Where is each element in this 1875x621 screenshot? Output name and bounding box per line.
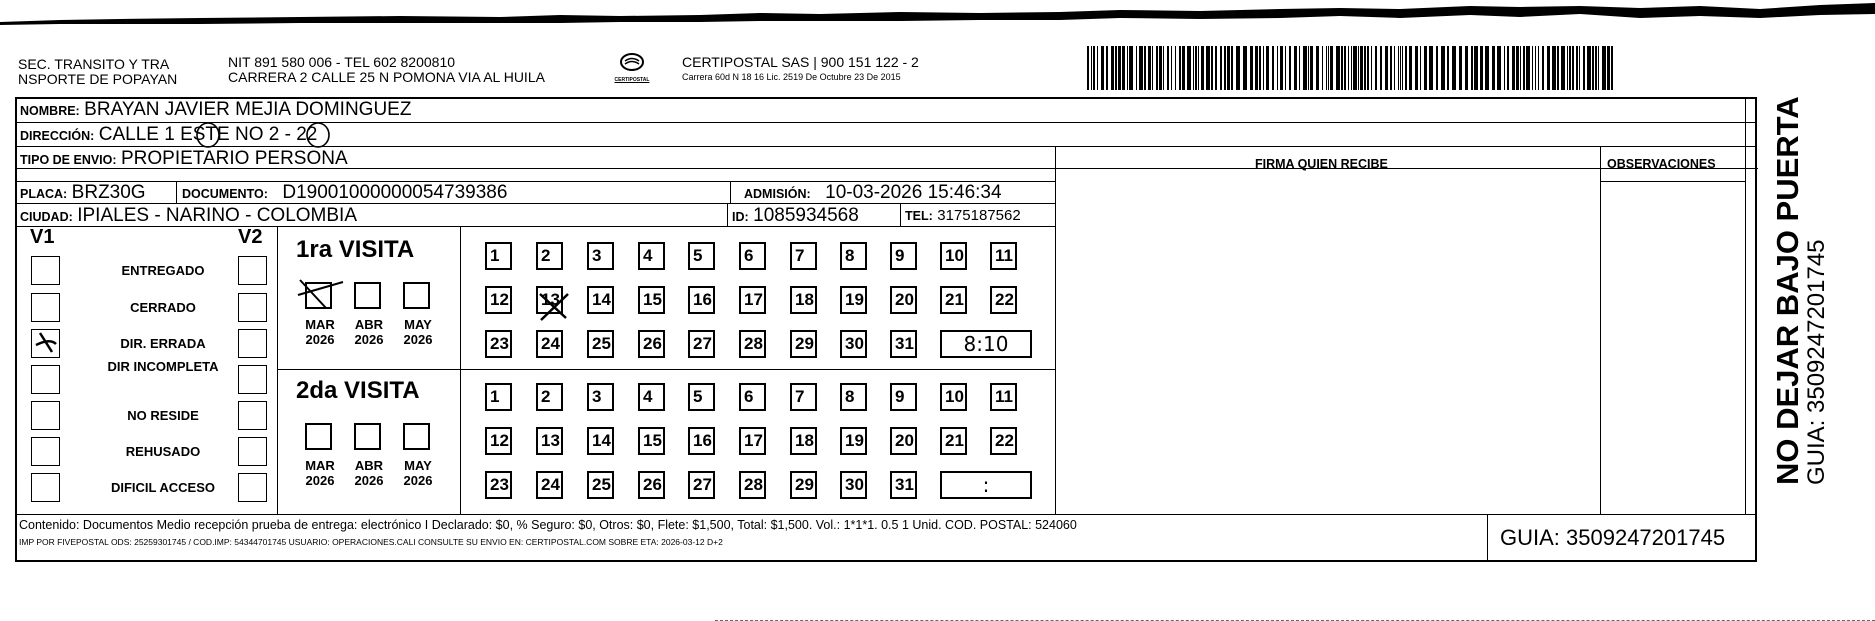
barcode-bar <box>1542 46 1544 90</box>
barcode-bar <box>1447 46 1449 90</box>
barcode-bar <box>1485 46 1489 90</box>
status-v2-checkbox[interactable] <box>238 473 267 502</box>
direccion-label: DIRECCIÓN: <box>20 129 95 143</box>
month-year: 2026 <box>354 332 384 347</box>
imp-text: IMP POR FIVEPOSTAL ODS: 25259301745 / COD.IMP: 54344701745 USUARIO: OPERACIONES.CALI CONSULTE SU ENVIO EN: CERTIPOSTAL.COM SOBRE ETA: 2026-03-12 D+2 <box>19 537 723 547</box>
barcode-bar <box>1206 46 1210 90</box>
tipo-label: TIPO DE ENVIO: <box>20 153 117 167</box>
barcode-bar <box>1572 46 1574 90</box>
barcode-bar <box>1459 46 1462 90</box>
barcode-bar <box>1452 46 1456 90</box>
first-visit-day-19[interactable]: 19 <box>840 286 867 314</box>
month-name: MAR <box>305 317 335 332</box>
documento-label: DOCUMENTO: <box>182 187 268 201</box>
id-label: ID: <box>732 210 749 224</box>
status-v2-checkbox[interactable] <box>238 401 267 430</box>
first-visit-day-8[interactable]: 8 <box>840 242 867 270</box>
first-visit-day-15[interactable]: 15 <box>638 286 665 314</box>
month-year: 2026 <box>403 332 433 347</box>
firma-header: FIRMA QUIEN RECIBE <box>1255 157 1388 171</box>
first-visit-day-31[interactable]: 31 <box>890 330 917 358</box>
barcode-bar <box>1353 46 1357 90</box>
second-visit-day-17[interactable]: 17 <box>739 427 766 455</box>
second-visit-month-label <box>346 458 392 488</box>
barcode-bar <box>1330 46 1333 90</box>
direccion-value: CALLE 1 ESTE NO 2 - 22 <box>98 124 318 145</box>
barcode-bar <box>1344 46 1346 90</box>
status-v1-checkbox[interactable] <box>31 365 60 394</box>
no-dejar-warning: NO DEJAR BAJO PUERTA <box>1770 96 1805 485</box>
month-year: 2026 <box>354 473 384 488</box>
first-visit-month-checkbox-abr[interactable] <box>354 282 381 309</box>
status-v1-checkbox[interactable] <box>31 329 60 358</box>
barcode-bar <box>1465 46 1468 90</box>
status-v2-checkbox[interactable] <box>238 293 267 322</box>
barcode-bar <box>1322 46 1323 90</box>
second-visit-day-24[interactable]: 24 <box>536 471 563 499</box>
sender-line-2: NSPORTE DE POPAYAN <box>18 71 178 87</box>
first-visit-title: 1ra VISITA <box>296 236 415 263</box>
barcode-bar <box>1316 46 1319 90</box>
barcode-bar <box>1429 46 1433 90</box>
barcode-bar <box>1474 46 1478 90</box>
barcode-bar <box>1351 46 1352 90</box>
first-visit-day-4[interactable]: 4 <box>638 242 665 270</box>
barcode-bar <box>1097 46 1098 90</box>
second-visit-day-9[interactable]: 9 <box>890 383 917 411</box>
month-name: MAY <box>404 458 432 473</box>
barcode-bar <box>1303 46 1307 90</box>
barcode-bar <box>1182 46 1185 90</box>
first-visit-day-23[interactable]: 23 <box>485 330 512 358</box>
second-visit-day-19[interactable]: 19 <box>840 427 867 455</box>
barcode-bar <box>1224 46 1226 90</box>
barcode-bar <box>1289 46 1291 90</box>
barcode-bar <box>1266 46 1269 90</box>
second-visit-day-12[interactable]: 12 <box>485 427 512 455</box>
barcode-bar <box>1280 46 1283 90</box>
second-visit-day-2[interactable]: 2 <box>536 383 563 411</box>
barcode-bar <box>1497 46 1501 90</box>
barcode-bar <box>1409 46 1412 90</box>
month-year: 2026 <box>305 332 335 347</box>
barcode-bar <box>1358 46 1359 90</box>
month-year: 2026 <box>305 473 335 488</box>
status-label-3: DIR. ERRADA <box>120 336 206 351</box>
second-visit-day-1[interactable]: 1 <box>485 383 512 411</box>
barcode-bar <box>1285 46 1286 90</box>
tipo-value: PROPIETARIO PERSONA <box>121 148 348 169</box>
barcode-bar <box>1263 46 1264 90</box>
barcode-bar <box>1129 46 1133 90</box>
barcode-bar <box>1101 46 1104 90</box>
first-visit-day-9[interactable]: 9 <box>890 242 917 270</box>
barcode-bar <box>1127 46 1128 90</box>
second-visit-month-checkbox-mar[interactable] <box>305 423 332 450</box>
second-visit-day-3[interactable]: 3 <box>587 383 614 411</box>
barcode-bar <box>1402 46 1403 90</box>
sender-block <box>18 57 177 87</box>
second-visit-day-26[interactable]: 26 <box>638 471 665 499</box>
barcode-bar <box>1093 46 1095 90</box>
second-visit-day-11[interactable]: 11 <box>990 383 1017 411</box>
first-visit-month-label <box>297 317 343 347</box>
second-visit-time[interactable]: : <box>940 471 1032 499</box>
id-value: 1085934568 <box>753 205 859 226</box>
footer-guia: GUIA: 3509247201745 <box>1500 525 1726 550</box>
first-visit-month-label <box>395 317 441 347</box>
first-visit-day-12[interactable]: 12 <box>485 286 512 314</box>
first-visit-day-7[interactable]: 7 <box>790 242 817 270</box>
barcode-bar <box>1390 46 1392 90</box>
barcode-bar <box>1250 46 1253 90</box>
admision-label: ADMISIÓN: <box>744 187 811 201</box>
tipo-row <box>20 148 348 170</box>
second-visit-day-22[interactable]: 22 <box>990 427 1017 455</box>
first-visit-day-16[interactable]: 16 <box>688 286 715 314</box>
status-label-2: CERRADO <box>130 300 196 315</box>
status-v1-checkbox[interactable] <box>31 401 60 430</box>
barcode-bar <box>1201 46 1204 90</box>
barcode-bar <box>1441 46 1445 90</box>
barcode-bar <box>1547 46 1550 90</box>
month-name: MAY <box>404 317 432 332</box>
barcode-bar <box>1587 46 1591 90</box>
barcode-bar <box>1504 46 1505 90</box>
side-text <box>1772 96 1830 485</box>
month-name: ABR <box>354 317 384 332</box>
barcode-bar <box>1236 46 1240 90</box>
barcode-bar <box>1259 46 1261 90</box>
barcode-bar <box>1607 46 1610 90</box>
barcode-bar <box>1118 46 1121 90</box>
barcode-bar <box>1144 46 1146 90</box>
first-visit-day-30[interactable]: 30 <box>840 330 867 358</box>
barcode-bar <box>1516 46 1519 90</box>
month-year: 2026 <box>403 473 433 488</box>
barcode-bar <box>1415 46 1418 90</box>
barcode-bar <box>1371 46 1372 90</box>
status-label-5: NO RESIDE <box>127 408 199 423</box>
barcode-bar <box>1520 46 1521 90</box>
first-visit-day-28[interactable]: 28 <box>739 330 766 358</box>
first-visit-time[interactable]: 8:10 <box>940 330 1032 358</box>
barcode-bar <box>1424 46 1427 90</box>
barcode-bar <box>1299 46 1300 90</box>
nombre-value: BRAYAN JAVIER MEJIA DOMINGUEZ <box>84 99 412 120</box>
barcode-bar <box>1602 46 1606 90</box>
barcode-bar <box>1576 46 1578 90</box>
barcode-bar <box>1507 46 1509 90</box>
barcode-bar <box>1111 46 1114 90</box>
barcode-bar <box>1538 46 1539 90</box>
barcode-bar <box>1552 46 1556 90</box>
nombre-label: NOMBRE: <box>20 104 80 118</box>
barcode-bar <box>1159 46 1162 90</box>
barcode-bar <box>1171 46 1172 90</box>
barcode-bar <box>1215 46 1217 90</box>
contenido-text: Contenido: Documentos Medio recepción prueba de entrega: electrónico I Declarado: $0, % Seguro: $0, Otros: $0, Flete: $1,500, Total: $1,500. Vol.: 1*1*1. 0.5 1 Unid. COD. POSTAL: 524060 <box>19 518 1077 532</box>
barcode-bar <box>1512 46 1515 90</box>
barcode-bar <box>1480 46 1483 90</box>
barcode-bar <box>1471 46 1473 90</box>
barcode-bar <box>1091 46 1092 90</box>
barcode-bar <box>1277 46 1278 90</box>
placa-value: BRZ30G <box>71 182 146 203</box>
documento-value: D19001000000054739386 <box>282 182 508 203</box>
nombre-row <box>20 99 411 121</box>
barcode-bar <box>1380 46 1382 90</box>
barcode-bar <box>1148 46 1151 90</box>
barcode-bar <box>1592 46 1594 90</box>
barcode-bar <box>1375 46 1377 90</box>
barcode-bar <box>1243 46 1247 90</box>
second-visit-day-10[interactable]: 10 <box>940 383 967 411</box>
barcode-bar <box>1341 46 1343 90</box>
barcode-bar <box>1569 46 1571 90</box>
barcode-bar <box>1152 46 1153 90</box>
barcode-bar <box>1523 46 1525 90</box>
first-visit-day-11[interactable]: 11 <box>990 242 1017 270</box>
second-visit-month-label <box>297 458 343 488</box>
certipostal-logo <box>607 52 657 83</box>
ciudad-label: CIUDAD: <box>20 210 73 224</box>
first-visit-day-13[interactable]: 13 <box>536 286 563 314</box>
torn-edge <box>0 0 1875 30</box>
first-visit-day-3[interactable]: 3 <box>587 242 614 270</box>
second-visit-day-28[interactable]: 28 <box>739 471 766 499</box>
barcode-bar <box>1598 46 1599 90</box>
first-visit-day-24[interactable]: 24 <box>536 330 563 358</box>
barcode-bar <box>1526 46 1530 90</box>
barcode-bar <box>1611 46 1613 90</box>
second-visit-day-20[interactable]: 20 <box>890 427 917 455</box>
barcode-bar <box>1175 46 1176 90</box>
barcode-bar <box>1583 46 1585 90</box>
first-visit-month-label <box>346 317 392 347</box>
tel-value: 3175187562 <box>937 207 1021 224</box>
barcode-bar <box>1595 46 1597 90</box>
barcode-bar <box>1360 46 1363 90</box>
license-line: Carrera 60d N 18 16 Lic. 2519 De Octubre 23 De 2015 <box>682 72 901 82</box>
second-visit-day-6[interactable]: 6 <box>739 383 766 411</box>
barcode-bar <box>1294 46 1297 90</box>
barcode-bar <box>1193 46 1194 90</box>
first-visit-day-22[interactable]: 22 <box>990 286 1017 314</box>
first-visit-day-20[interactable]: 20 <box>890 286 917 314</box>
status-v2-checkbox[interactable] <box>238 437 267 466</box>
second-visit-day-29[interactable]: 29 <box>790 471 817 499</box>
barcode-bar <box>1115 46 1117 90</box>
barcode-bar <box>1336 46 1340 90</box>
id-field <box>732 205 859 227</box>
admision-field <box>744 182 1002 204</box>
barcode-bar <box>1187 46 1191 90</box>
barcode-bar <box>1198 46 1199 90</box>
barcode-bar <box>1532 46 1533 90</box>
barcode-bar <box>1394 46 1395 90</box>
barcode-bar <box>1398 46 1399 90</box>
barcode-bar <box>1436 46 1438 90</box>
second-visit-day-18[interactable]: 18 <box>790 427 817 455</box>
admision-value: 10-03-2026 15:46:34 <box>825 182 1002 203</box>
first-visit-day-5[interactable]: 5 <box>688 242 715 270</box>
sender-line-1: SEC. TRANSITO Y TRA <box>18 56 170 72</box>
second-visit-month-checkbox-abr[interactable] <box>354 423 381 450</box>
barcode-bar <box>1557 46 1559 90</box>
first-visit-day-2[interactable]: 2 <box>536 242 563 270</box>
barcode-bar <box>1195 46 1197 90</box>
barcode-bar <box>1385 46 1388 90</box>
first-visit-day-21[interactable]: 21 <box>940 286 967 314</box>
second-visit-day-21[interactable]: 21 <box>940 427 967 455</box>
first-visit-day-6[interactable]: 6 <box>739 242 766 270</box>
barcode-bar <box>1106 46 1108 90</box>
barcode-bar <box>1167 46 1169 90</box>
second-visit-day-14[interactable]: 14 <box>587 427 614 455</box>
status-v1-checkbox[interactable] <box>31 437 60 466</box>
barcode-bar <box>1310 46 1313 90</box>
second-visit-month-label <box>395 458 441 488</box>
barcode-bar <box>1400 46 1401 90</box>
first-visit-month-checkbox-mar[interactable] <box>305 282 332 309</box>
second-visit-day-4[interactable]: 4 <box>638 383 665 411</box>
status-label-6: REHUSADO <box>125 444 201 459</box>
status-label-4: DIR INCOMPLETA <box>107 359 219 374</box>
placa-label: PLACA: <box>20 187 68 201</box>
company-line: CERTIPOSTAL SAS | 900 151 122 - 2 <box>682 54 919 70</box>
second-visit-month-checkbox-may[interactable] <box>403 423 430 450</box>
barcode-bar <box>1420 46 1421 90</box>
logo-text: CERTIPOSTAL <box>614 77 650 83</box>
first-visit-day-17[interactable]: 17 <box>739 286 766 314</box>
second-visit-day-8[interactable]: 8 <box>840 383 867 411</box>
second-visit-day-25[interactable]: 25 <box>587 471 614 499</box>
barcode-bar <box>1231 46 1233 90</box>
status-label-7: DIFICIL ACCESO <box>110 480 215 495</box>
first-visit-day-29[interactable]: 29 <box>790 330 817 358</box>
second-visit-day-15[interactable]: 15 <box>638 427 665 455</box>
status-label-1: ENTREGADO <box>121 263 205 278</box>
observaciones-header: OBSERVACIONES <box>1607 157 1716 171</box>
first-visit-day-10[interactable]: 10 <box>940 242 967 270</box>
v1-label: V1 <box>30 226 55 248</box>
side-guia: GUIA: 3509247201745 <box>1803 239 1830 485</box>
placa-field <box>20 182 146 204</box>
tel-label: TEL: <box>905 209 933 223</box>
barcode-bar <box>1348 46 1349 90</box>
v2-label: V2 <box>238 226 263 248</box>
second-visit-day-13[interactable]: 13 <box>536 427 563 455</box>
barcode-bar <box>1308 46 1309 90</box>
barcode-bar <box>1163 46 1164 90</box>
barcode-bar <box>1364 46 1366 90</box>
barcode-bar <box>1272 46 1274 90</box>
first-visit-day-14[interactable]: 14 <box>587 286 614 314</box>
barcode-bar <box>1179 46 1181 90</box>
second-visit-day-31[interactable]: 31 <box>890 471 917 499</box>
barcode-bar <box>1227 46 1230 90</box>
barcode-bar <box>1326 46 1327 90</box>
first-visit-day-25[interactable]: 25 <box>587 330 614 358</box>
barcode-bar <box>1156 46 1158 90</box>
status-v1-checkbox[interactable] <box>31 293 60 322</box>
month-name: MAR <box>305 458 335 473</box>
barcode-bar <box>1492 46 1495 90</box>
ciudad-value: IPIALES - NARINO - COLOMBIA <box>77 205 358 226</box>
second-visit-day-16[interactable]: 16 <box>688 427 715 455</box>
direccion-row <box>20 124 317 146</box>
ciudad-field <box>20 205 357 227</box>
status-v2-checkbox[interactable] <box>238 365 267 394</box>
barcode-bar <box>1211 46 1213 90</box>
barcode-bar <box>1328 46 1329 90</box>
barcode-bar <box>1122 46 1125 90</box>
first-visit-day-1[interactable]: 1 <box>485 242 512 270</box>
barcode-bar <box>1367 46 1369 90</box>
status-v1-checkbox[interactable] <box>31 256 60 285</box>
barcode-bar <box>1561 46 1565 90</box>
company-block <box>682 55 919 83</box>
barcode-bar <box>1579 46 1580 90</box>
barcode-bar <box>1405 46 1407 90</box>
first-visit-month-checkbox-may[interactable] <box>403 282 430 309</box>
first-visit-day-26[interactable]: 26 <box>638 330 665 358</box>
barcode-bar <box>1567 46 1568 90</box>
status-v1-checkbox[interactable] <box>31 473 60 502</box>
barcode-bar <box>1220 46 1222 90</box>
documento-field <box>182 182 507 204</box>
barcode-bar <box>1139 46 1143 90</box>
first-visit-day-18[interactable]: 18 <box>790 286 817 314</box>
status-v2-checkbox[interactable] <box>238 256 267 285</box>
second-visit-day-5[interactable]: 5 <box>688 383 715 411</box>
second-visit-day-30[interactable]: 30 <box>840 471 867 499</box>
tel-field <box>905 207 1021 225</box>
barcode-bar <box>1087 46 1089 90</box>
sender-address: CARRERA 2 CALLE 25 N POMONA VIA AL HUILA <box>228 69 545 85</box>
barcode-bar <box>1535 46 1536 90</box>
second-visit-day-27[interactable]: 27 <box>688 471 715 499</box>
status-v2-checkbox[interactable] <box>238 329 267 358</box>
month-name: ABR <box>354 458 384 473</box>
nit-line: NIT 891 580 006 - TEL 602 8200810 <box>228 54 456 70</box>
barcode-bar <box>1255 46 1258 90</box>
first-visit-day-27[interactable]: 27 <box>688 330 715 358</box>
barcode <box>1087 46 1617 90</box>
second-visit-day-7[interactable]: 7 <box>790 383 817 411</box>
sender-contact <box>228 55 545 85</box>
barcode-bar <box>1136 46 1137 90</box>
logo-icon <box>619 52 645 72</box>
second-visit-day-23[interactable]: 23 <box>485 471 512 499</box>
second-visit-title: 2da VISITA <box>296 377 420 404</box>
